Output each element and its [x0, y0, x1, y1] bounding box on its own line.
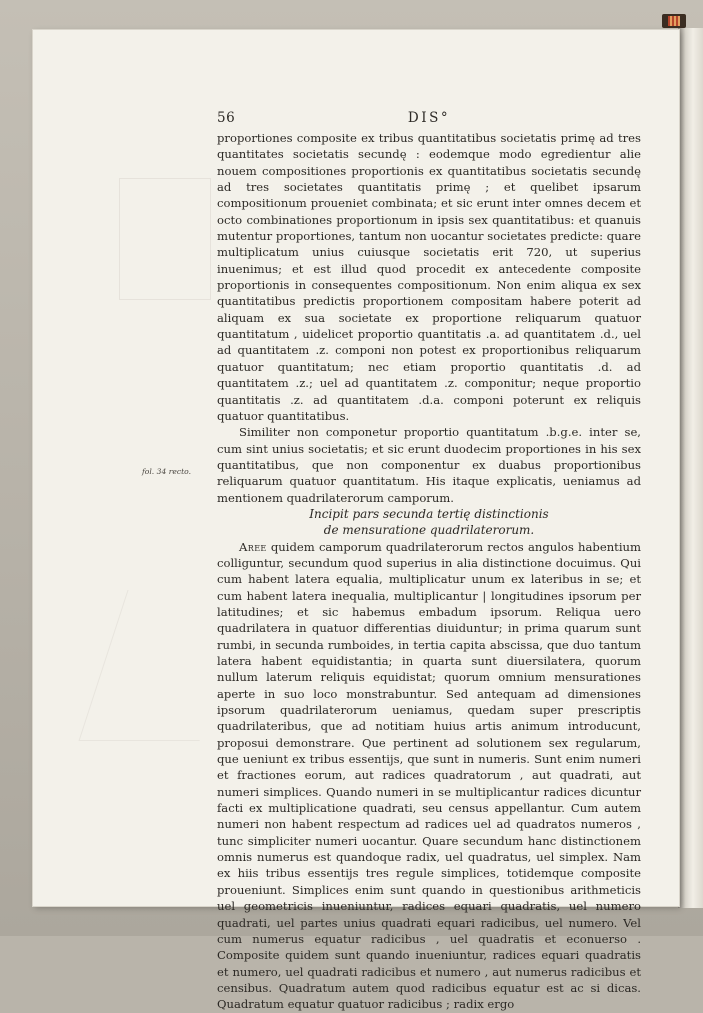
body-text	[217, 130, 641, 1013]
running-head	[217, 110, 641, 128]
book-spine-edge	[678, 28, 703, 908]
show-through-table	[119, 178, 211, 300]
running-title: DIS°	[407, 110, 451, 126]
bookmark-ribbon	[662, 14, 686, 28]
margin-note: fol. 34 recto.	[142, 467, 191, 476]
paragraph-3-body: quidem camporum quadrilaterorum rectos angulos habentium colliguntur, secundum quod superius in alia distinctione docuimus. Qui cum habent latera equalia, multiplicatur unum ex lateribus in se; et cum habent latera inequalia, multiplicantur | longitudines ipsorum per latitudines; et sic habemus embadum ipsorum. Reliqua uero quadrilatera in quatuor differentias diuiduntur; in prima quarum sunt rumbi, in secunda rumboides, in tertia capita abscissa, que duo tantum latera habent equidistantia; in quarta sunt diuersilatera, quorum nullum laterum reliquis equidistat; quorum omnium mensurationes aperte in suo loco monstrabuntur. Sed antequam ad dimensiones ipsorum quadrilaterorum ueniamus, quedam super prescriptis quadrilateribus, que ad notitiam huius artis animum introducunt, proposui demonstrare. Que pertinent ad solutionem sex regularum, que ueniunt ex tribus essentijs, que sunt in numeris. Sunt enim numeri et fractiones eorum, aut radices quadratorum , aut quadrati, aut numeri simplices. Quando numeri in se multiplicantur radices dicuntur facti ex multiplicatione quadrati, seu census appellantur. Cum autem numeri non habent respectum ad radices uel ad quadratos numeros , tunc simpliciter numeri uocantur. Quare secundum hanc distinctionem omnis numerus est quandoque radix, uel quadratus, uel simplex. Nam ex hiis tribus essentijs tres regule simplices, totidemque composite proueniunt. Simplices enim sunt quando in questionibus arithmeticis uel geometricis inueniuntur, radices equari quadratis, uel numero quadrati, uel partes unius quadrati equari radicibus, uel numero. Vel cum numerus equatur radicibus , uel quadratis et econuerso . Composite quidem sunt quando inueniuntur, radices equari quadratis et numero, uel quadrati radicibus et numero , aut numerus radicibus et censibus. Quadratum autem quod radicibus equatur est ac si dicas. Quadratum equatur quatuor radicibus ; radix ergo	[217, 539, 641, 1012]
section-initial-word: Aree	[239, 539, 267, 554]
section-heading-line-1: Incipit pars secunda tertię distinctionis	[309, 506, 549, 521]
section-heading-line-2: de mensuratione quadrilaterorum.	[323, 523, 535, 538]
page-number: 56	[217, 110, 236, 126]
paragraph-2: Similiter non componetur proportio quantitatum .b.g.e. inter se, cum sint unius societatis; et sic erunt duodecim proportiones in his sex quantitatibus, que non componentur ex duabus proportionibus reliquarum quatuor quantitatum. His itaque explicatis, ueniamus ad mentionem quadrilaterorum camporum.	[217, 425, 641, 505]
paragraph-1: proportiones composite ex tribus quantitatibus societatis primę ad tres quantitates societatis secundę : eodemque modo egredientur alie nouem compositiones proportionis ex quantitatibus societatis secundę ad tres societates quantitatis primę ; et quelibet ipsarum compositionum proueniet combinata; et sic erunt inter omnes decem et octo combinationes proportionum in ipsis sex quantitatibus: et quanuis mutentur proportiones, tantum non uocantur societates predicte: quare multiplicatum unius cuiusque societatis erit 720, ut superius inuenimus; et est illud quod procedit ex antecedente composite proportionis in consequentes compositionum. Non enim aliqua ex sex quantitatibus predictis proportionem compositam habere poterit ad aliquam ex sua societate ex proportione reliquarum quatuor quantitatum , uidelicet proportio quantitatis .a. ad quantitatem .d., uel ad quantitatem .z. componi non potest ex proportionibus reliquarum quatuor quantitatum; nec etiam proportio quantitatis .d. ad quantitatem .z.; uel ad quantitatem .z. componitur; neque proportio quantitatis .z. ad quantitatem .d.a. componi poterunt ex reliquis quatuor quantitatibus.	[217, 131, 641, 423]
paragraph-3	[217, 539, 641, 1013]
